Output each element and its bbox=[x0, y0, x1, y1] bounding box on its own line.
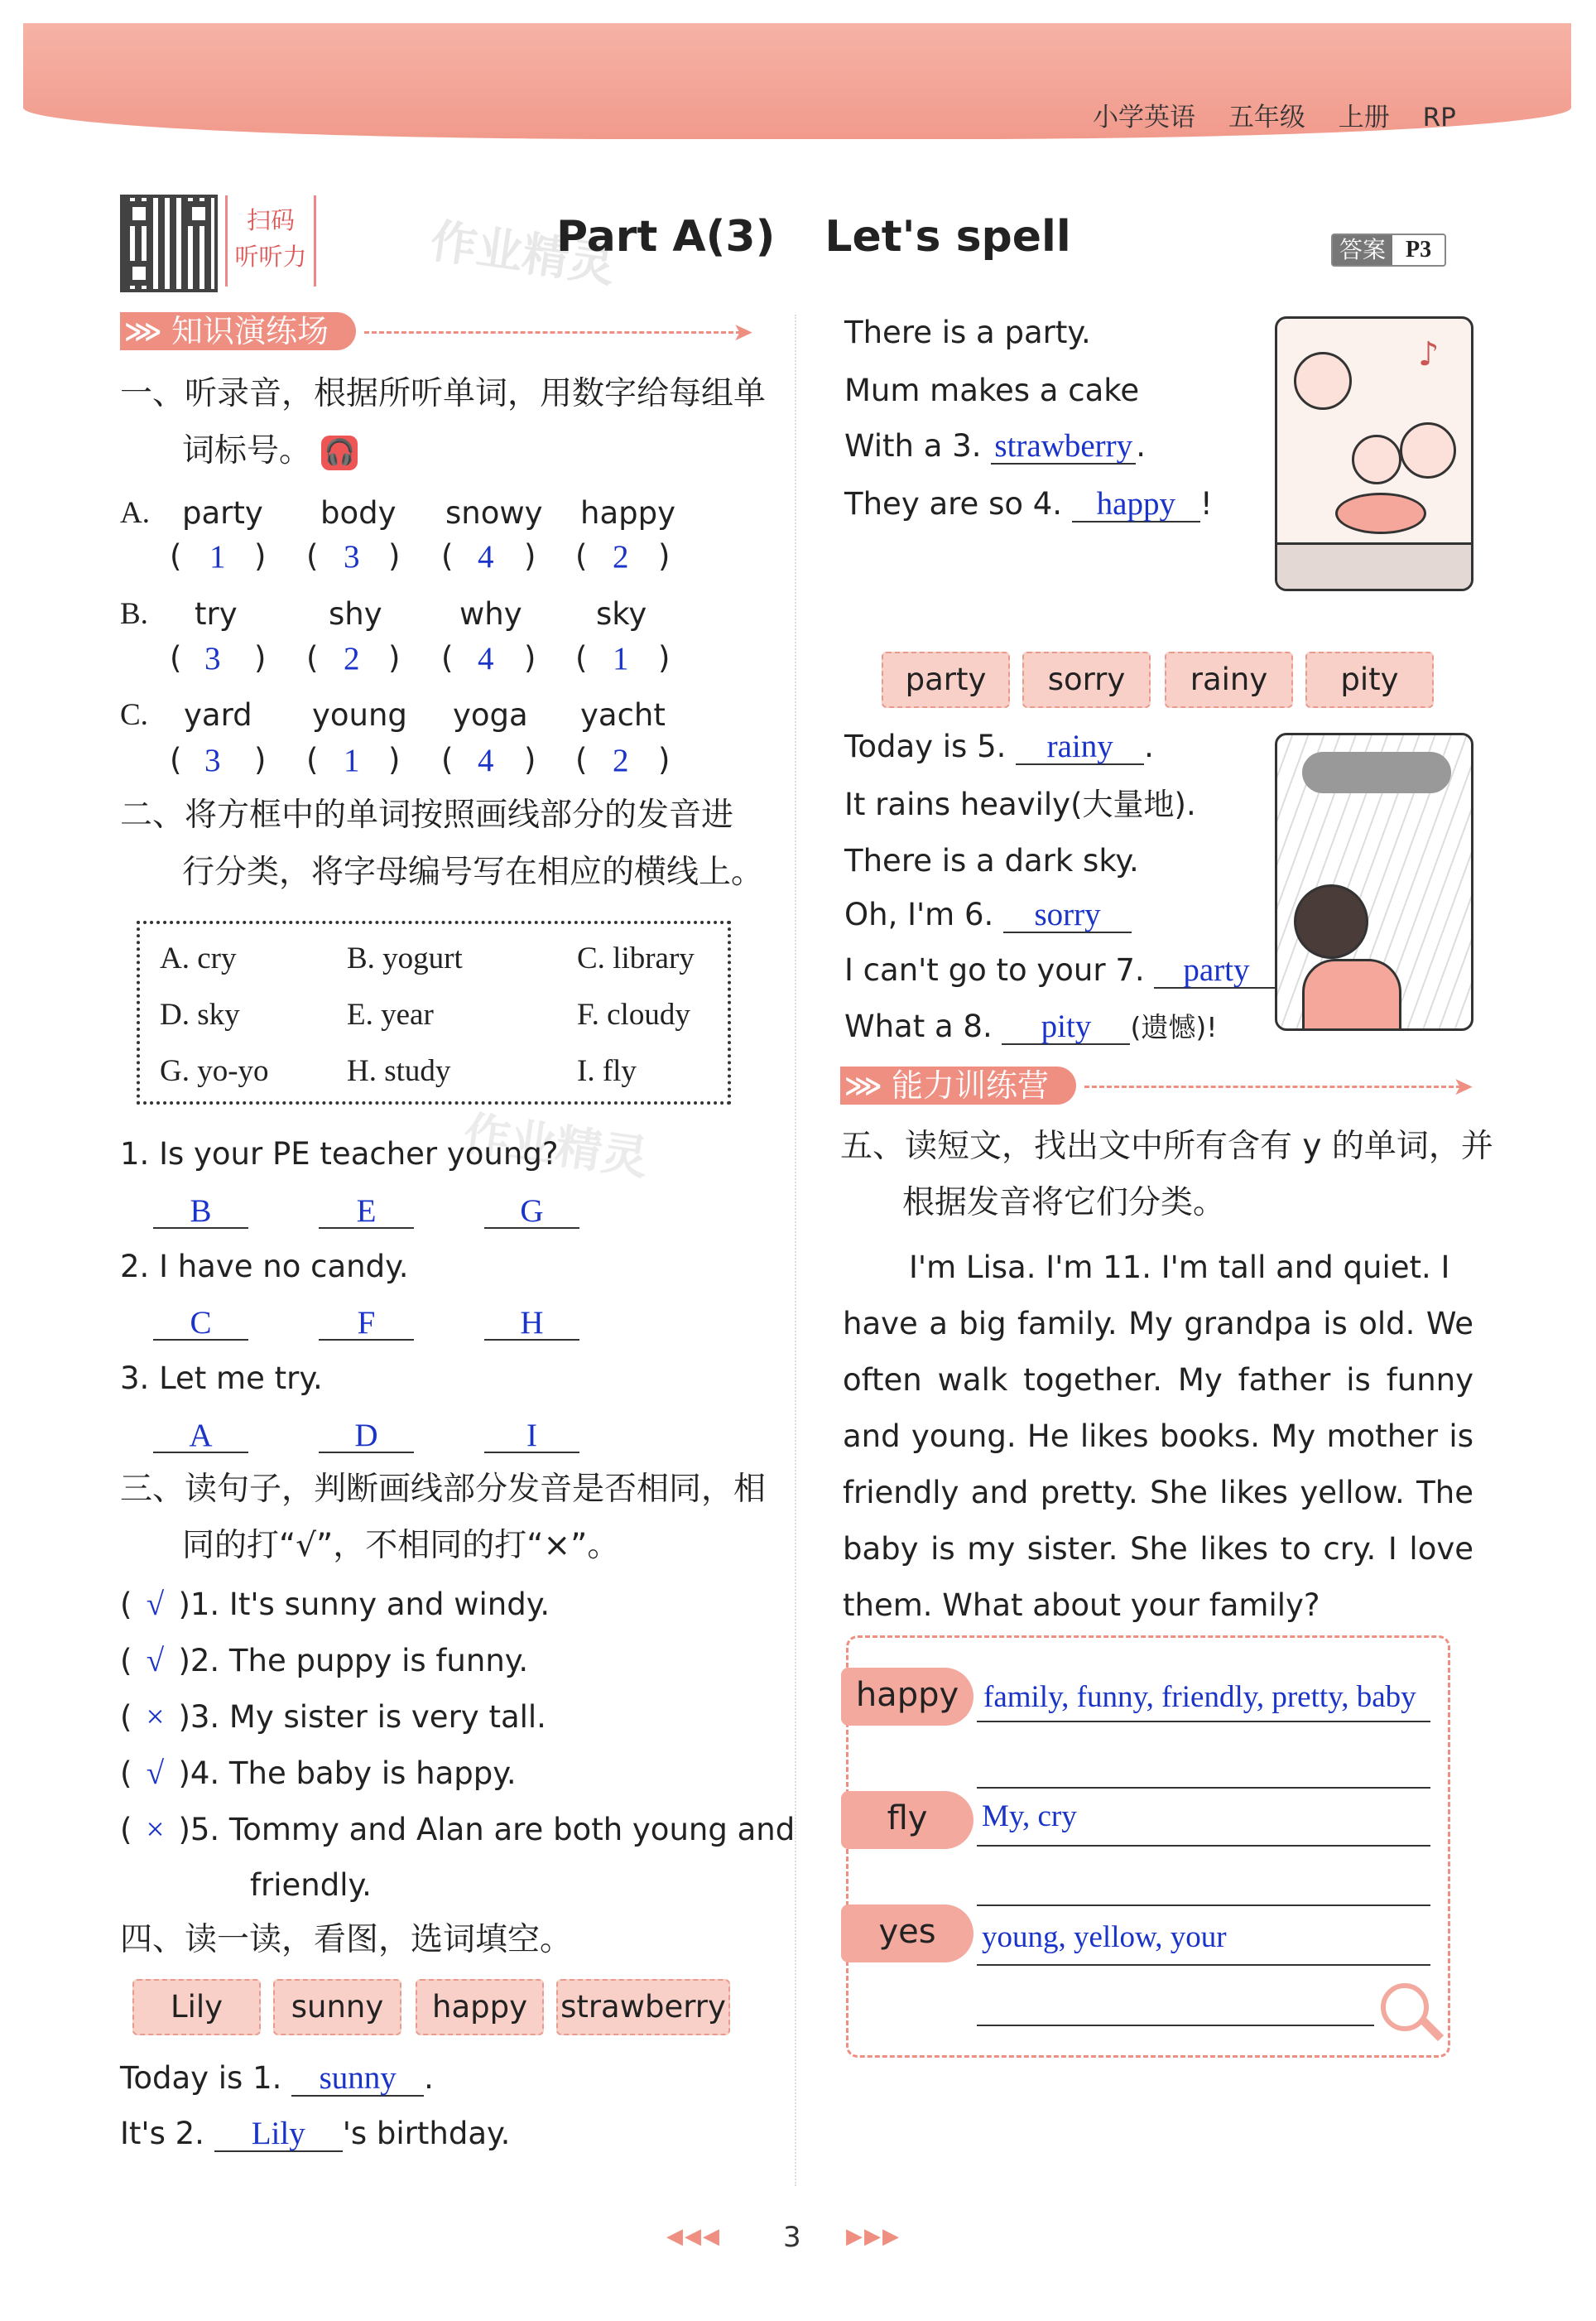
arrow-icon-2: ➤ bbox=[1453, 1072, 1474, 1101]
q4-line-1: Today is 1. sunny . bbox=[120, 2060, 434, 2096]
page-title: Part A(3) Let's spell bbox=[556, 212, 1071, 262]
headphone-icon[interactable]: 🎧 bbox=[321, 436, 358, 470]
q2-prompt: 二、将方框中的单词按照画线部分的发音进 bbox=[120, 797, 734, 834]
q5-prompt: 五、读短文，找出文中所有含有 y 的单词，并 bbox=[840, 1128, 1493, 1165]
q5-line-4 bbox=[977, 1904, 1430, 1906]
q1-prompt: 一、听录音，根据所听单词，用数字给每组单 bbox=[120, 375, 767, 412]
q2-item-3-blank-3[interactable]: I bbox=[484, 1417, 579, 1453]
q4-line-12: What a 8. pity (遗憾)! bbox=[844, 1009, 1218, 1044]
prev-page-icon[interactable]: ◀◀◀ bbox=[666, 2224, 721, 2249]
q5-answer-fly[interactable]: My, cry bbox=[982, 1799, 1077, 1833]
q2-word-box: A. cry B. yogurt C. library D. sky E. year F. cloudy G. yo-yo H. study I. fly bbox=[137, 921, 731, 1105]
q5-line-2 bbox=[977, 1787, 1430, 1789]
q5-line-1 bbox=[977, 1721, 1430, 1722]
watermark: 作业精灵 bbox=[426, 214, 618, 294]
q4-word-pity: pity bbox=[1305, 652, 1434, 708]
q2-item-1-blank-3[interactable]: G bbox=[484, 1192, 579, 1229]
q4-line-5: With a 3. strawberry . bbox=[844, 428, 1147, 464]
q5-line-5 bbox=[977, 1964, 1430, 1966]
q2-item-2-blank-1[interactable]: C bbox=[153, 1304, 248, 1341]
section-ability: 能力训练营 bbox=[840, 1067, 1076, 1105]
section-knowledge: 知识演练场 bbox=[120, 312, 356, 350]
q4-line-3: There is a party. bbox=[844, 315, 1091, 350]
q2-item-1: 1. Is your PE teacher young? bbox=[120, 1136, 559, 1172]
q2-item-1-blank-1[interactable]: B bbox=[153, 1192, 248, 1229]
q4-line-4: Mum makes a cake bbox=[844, 373, 1140, 408]
q4-word-lily: Lily bbox=[132, 1979, 261, 2035]
edition: RP bbox=[1422, 103, 1456, 132]
q4-line-7: Today is 5. rainy . bbox=[844, 729, 1154, 764]
q2-item-2: 2. I have no candy. bbox=[120, 1249, 409, 1284]
q4-word-sorry: sorry bbox=[1022, 652, 1151, 708]
q5-answer-happy[interactable]: family, funny, friendly, pretty, baby bbox=[983, 1680, 1416, 1714]
q5-answer-yes[interactable]: young, yellow, your bbox=[982, 1920, 1227, 1954]
q5-line-3 bbox=[977, 1845, 1430, 1847]
qr-code[interactable] bbox=[120, 195, 218, 292]
q5-prompt-cont: 根据发音将它们分类。 bbox=[902, 1184, 1226, 1221]
watermark-2: 作业精灵 bbox=[459, 1106, 651, 1187]
volume: 上册 bbox=[1338, 103, 1390, 132]
rainy-window-illustration bbox=[1275, 733, 1473, 1031]
q4-line-8: It rains heavily(大量地). bbox=[844, 787, 1196, 822]
q2-item-1-blank-2[interactable]: E bbox=[319, 1192, 414, 1229]
header-info bbox=[1093, 96, 1456, 133]
section-knowledge-icon: ⋙ bbox=[124, 315, 162, 347]
q2-item-2-blank-3[interactable]: H bbox=[484, 1304, 579, 1341]
q4-line-6: They are so 4. happy ! bbox=[844, 486, 1213, 522]
column-divider bbox=[795, 315, 796, 2186]
q3-item-5: ( × )5. Tommy and Alan are both young and bbox=[120, 1812, 796, 1847]
grade: 五年级 bbox=[1228, 103, 1305, 132]
q2-item-3-blank-1[interactable]: A bbox=[153, 1417, 248, 1453]
q2-item-3: 3. Let me try. bbox=[120, 1360, 323, 1396]
q4-word-rainy: rainy bbox=[1165, 652, 1293, 708]
q2-prompt-cont: 行分类，将字母编号写在相应的横线上。 bbox=[182, 854, 764, 891]
q5-passage: I'm Lisa. I'm 11. I'm tall and quiet. I have a big family. My grandpa is old. We often walk together. My father is funny and young. He likes books. My mother is friendly and pretty. She likes yellow. The baby is my sister. She likes to cry. I love them. What about your family? bbox=[843, 1250, 1473, 1623]
q5-line-6 bbox=[977, 2025, 1374, 2026]
q4-line-9: There is a dark sky. bbox=[844, 843, 1139, 879]
q3-item-5-cont: friendly. bbox=[250, 1867, 372, 1903]
q3-item-3: ( × )3. My sister is very tall. bbox=[120, 1699, 546, 1735]
q2-item-2-blank-2[interactable]: F bbox=[319, 1304, 414, 1341]
q3-prompt: 三、读句子，判断画线部分发音是否相同，相 bbox=[120, 1471, 767, 1508]
q4-prompt: 四、读一读，看图，选词填空。 bbox=[120, 1921, 573, 1958]
q4-word-happy: happy bbox=[416, 1979, 544, 2035]
page-number: 3 bbox=[783, 2221, 801, 2254]
q4-word-sunny: sunny bbox=[273, 1979, 401, 2035]
scan-label: 扫码 听听力 bbox=[225, 195, 316, 287]
section-divider bbox=[364, 331, 741, 334]
q4-line-2: It's 2. Lily 's birthday. bbox=[120, 2116, 511, 2151]
q5-category-yes: yes bbox=[841, 1904, 973, 1962]
q3-item-4: ( √ )4. The baby is happy. bbox=[120, 1755, 517, 1791]
section-ability-icon: ⋙ bbox=[844, 1070, 882, 1101]
q4-word-party: party bbox=[882, 652, 1010, 708]
q2-item-3-blank-2[interactable]: D bbox=[319, 1417, 414, 1453]
q3-item-2: ( √ )2. The puppy is funny. bbox=[120, 1643, 529, 1678]
section-divider-2 bbox=[1084, 1086, 1461, 1088]
q4-line-11: I can't go to your 7. party bbox=[844, 952, 1288, 989]
answer-badge[interactable]: 答案 P3 bbox=[1331, 234, 1446, 267]
q5-category-happy: happy bbox=[841, 1668, 973, 1726]
q4-line-10: Oh, I'm 6. sorry bbox=[844, 897, 1132, 933]
q1-prompt-cont: 词标号。 🎧 bbox=[182, 432, 358, 471]
birthday-party-illustration bbox=[1275, 316, 1473, 591]
q3-item-1: ( √ )1. It's sunny and windy. bbox=[120, 1587, 550, 1622]
q4-word-strawberry: strawberry bbox=[556, 1979, 730, 2035]
next-page-icon[interactable]: ▶▶▶ bbox=[846, 2224, 901, 2249]
arrow-icon: ➤ bbox=[733, 318, 754, 347]
q3-prompt-cont: 同的打“√”，不相同的打“×”。 bbox=[182, 1527, 620, 1564]
music-note-icon: ♪ bbox=[1418, 335, 1440, 373]
q5-category-fly: fly bbox=[841, 1791, 973, 1849]
subject: 小学英语 bbox=[1093, 103, 1195, 132]
